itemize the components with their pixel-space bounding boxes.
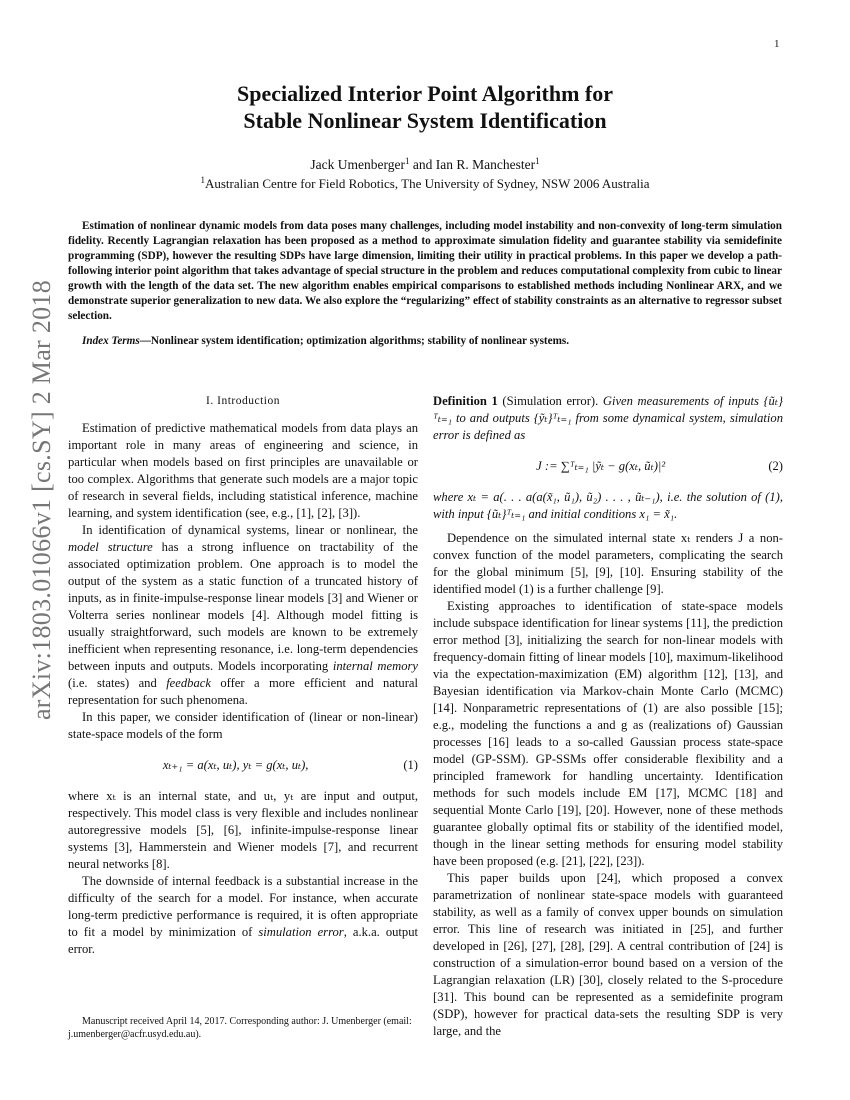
page-number: 1 [774,38,780,50]
author-2: Ian R. Manchester [435,157,536,172]
definition-1 [433,393,783,444]
index-terms [68,335,782,347]
intro-paragraph-4: where xₜ is an internal state, and uₜ, yₜ are input and output, respectively. This model class is very flexible and includes nonlinear autoregressive models [5], [6], infinite-impulse-response linear systems [3], Hammerstein and Wiener models [7], and recurrent neural networks [8]. [68,789,418,871]
arxiv-id-text: arXiv:1803.01066v1 [cs.SY] 2 Mar 2018 [27,279,56,721]
body-paragraph-3: This paper builds upon [24], which proposed a convex parametrization of nonlinear state-space models with guaranteed stability, as well as a family of convex upper bounds on simulation error. This line of research was initiated in [25], and further developed in [26], [27], [28], [29]. A central contribution of [24] is construction of a simulation-error bound based on a version of the Lagrangian relaxation (LR) [30], closely related to the S-procedure [31]. This bound can be represented as a semidefinite program (SDP), however for practical data-sets the resulting SDP is very large, and the [433,871,783,1038]
footnote: Manuscript received April 14, 2017. Corresponding author: J. Umenberger (email: j.umenberger@acfr.usyd.edu.au). [68,1016,412,1040]
abstract: Estimation of nonlinear dynamic models from data poses many challenges, including model instability and non-convexity of long-term simulation fidelity. Recently Lagrangian relaxation has been proposed as a method to approximate simulation fidelity and guarantee stability via semidefinite programming (SDP), however the resulting SDPs have large dimension, limiting their utility in practical problems. In this paper we develop a path-following interior point algorithm that takes advantage of special structure in the problem and reduces computational complexity from cubic to linear growth with the length of the data set. The new algorithm enables empirical comparisons to established methods including Nonlinear ARX, and we demonstrate superior generalization to new data. We also explore the “regularizing” effect of stability constraints as an alternative to regressor subset selection. [68,220,782,322]
section-heading-introduction: I. Introduction [206,395,280,407]
author-2-affil-mark: 1 [535,156,540,166]
equation-2 [433,458,783,475]
arxiv-side-stamp [22,279,62,721]
intro-p2-text-d: offer a more efficient and natural representation for such phenomena. [68,676,418,707]
intro-p5-text-b: , a.k.a. output error. [68,925,418,956]
author-1-affil-mark: 1 [405,156,410,166]
author-1: Jack Umenberger [310,157,405,172]
title-line-2: Stable Nonlinear System Identification [243,108,607,133]
definition-continuation: where xₜ = a(. . . a(a(x̃₁, ũ₁), ũ₂) . . . , ũₜ₋₁), i.e. the solution of (1), with input {ũₜ}ᵀₜ₌₁ and initial conditions x₁ = x̃₁. [433,490,783,521]
author-list [100,157,750,173]
index-terms-text: —Nonlinear system identification; optimization algorithms; stability of nonlinear systems. [139,335,570,347]
definition-label: Definition 1 [433,394,498,408]
definition-name: (Simulation error). [497,394,599,408]
definition-text: Given measurements of inputs {ũₜ}ᵀₜ₌₁ to and outputs {ỹₜ}ᵀₜ₌₁ from some dynamical system, simulation error is defined as [433,394,783,442]
equation-2-number: (2) [768,459,783,473]
left-column [68,393,418,958]
title-line-1: Specialized Interior Point Algorithm for [237,81,613,106]
emphasis-internal-memory: internal memory [332,659,418,673]
intro-p2-text-b: has a strong influence on tractability of the associated optimization problem. One approach is to model the output of the system as a static function of a truncated history of inputs, as in finite-impulse-response linear models [3] and Wiener or Volterra series nonlinear models [4]. Although model fitting is usually straightforward, such models are known to be extremely inefficient when representing resonance, i.e. long-term dependencies between inputs and outputs. Models incorporating [68,540,419,673]
equation-1-body: xₜ₊₁ = a(xₜ, uₜ), yₜ = g(xₜ, uₜ), [162,758,309,772]
body-paragraph-1: Dependence on the simulated internal state xₜ renders J a non-convex function of the model parameters, complicating the search for the global minimum [5], [9], [10]. Ensuring stability of the identified model (1) is a further challenge [9]. [433,531,783,596]
emphasis-simulation-error: simulation error [258,925,344,939]
equation-1 [68,757,418,774]
equation-2-body: J := ∑ᵀₜ₌₁ |ỹₜ − g(xₜ, ũₜ)|² [536,459,666,473]
intro-p2-text-a: In identification of dynamical systems, linear or nonlinear, the [82,523,418,537]
body-paragraph-2: Existing approaches to identification of state-space models include subspace identification for linear systems [11], the prediction error method [3], initializing the search for non-linear models with frequency-domain fitting of linear models [10], maximum-likelihood via the expectation-maximization (EM) algorithm [12], [13], and Bayesian identification via Markov-chain Monte Carlo (MCMC) [14]. Nonparametric representations of (1) are also possible [15]; e.g., modeling the functions a and g as (realizations of) Gaussian processes [16] leads to a so-called Gaussian process state-space model (GP-SSM). GP-SSMs offer considerable flexibility and a principled framework for handling uncertainty. Identification methods for such models include EM [17], MCMC [18] and sequential Monte Carlo [19], [20]. However, none of these methods guarantee globally optimal fits or stability of the identified model, though in the linear setting methods for ensuring model stability have been proposed (e.g. [21], [22], [23]). [433,599,783,868]
author-conjunction: and [409,157,436,172]
equation-1-number: (1) [403,758,418,772]
paper-title [100,80,750,134]
intro-paragraph-5 [68,873,418,958]
affiliation [100,176,750,192]
intro-paragraph-3: In this paper, we consider identification of (linear or non-linear) state-space models of the form [68,710,418,741]
index-terms-label: Index Terms [82,335,140,347]
affiliation-mark: 1 [200,175,205,185]
emphasis-feedback: feedback [166,676,211,690]
right-column [433,393,783,1040]
intro-paragraph-2 [68,522,418,709]
affiliation-text: Australian Centre for Field Robotics, The University of Sydney, NSW 2006 Australia [204,176,650,191]
intro-p2-text-c: (i.e. states) and [68,676,167,690]
intro-paragraph-1: Estimation of predictive mathematical models from data plays an important role in many areas of engineering and science, in particular when models based on first principles are unavailable or too complex. Algorithms that generate such models are a major topic of research in several fields, including statistical inference, machine learning, and system identification (see, e.g., [1], [2], [3]). [68,421,418,520]
intro-p5-text-a: The downside of internal feedback is a substantial increase in the difficulty of the search for a model. For instance, when accurate long-term predictive performance is required, it is often appropriate to fit a model by minimization of [68,874,418,939]
emphasis-model-structure: model structure [68,540,153,554]
